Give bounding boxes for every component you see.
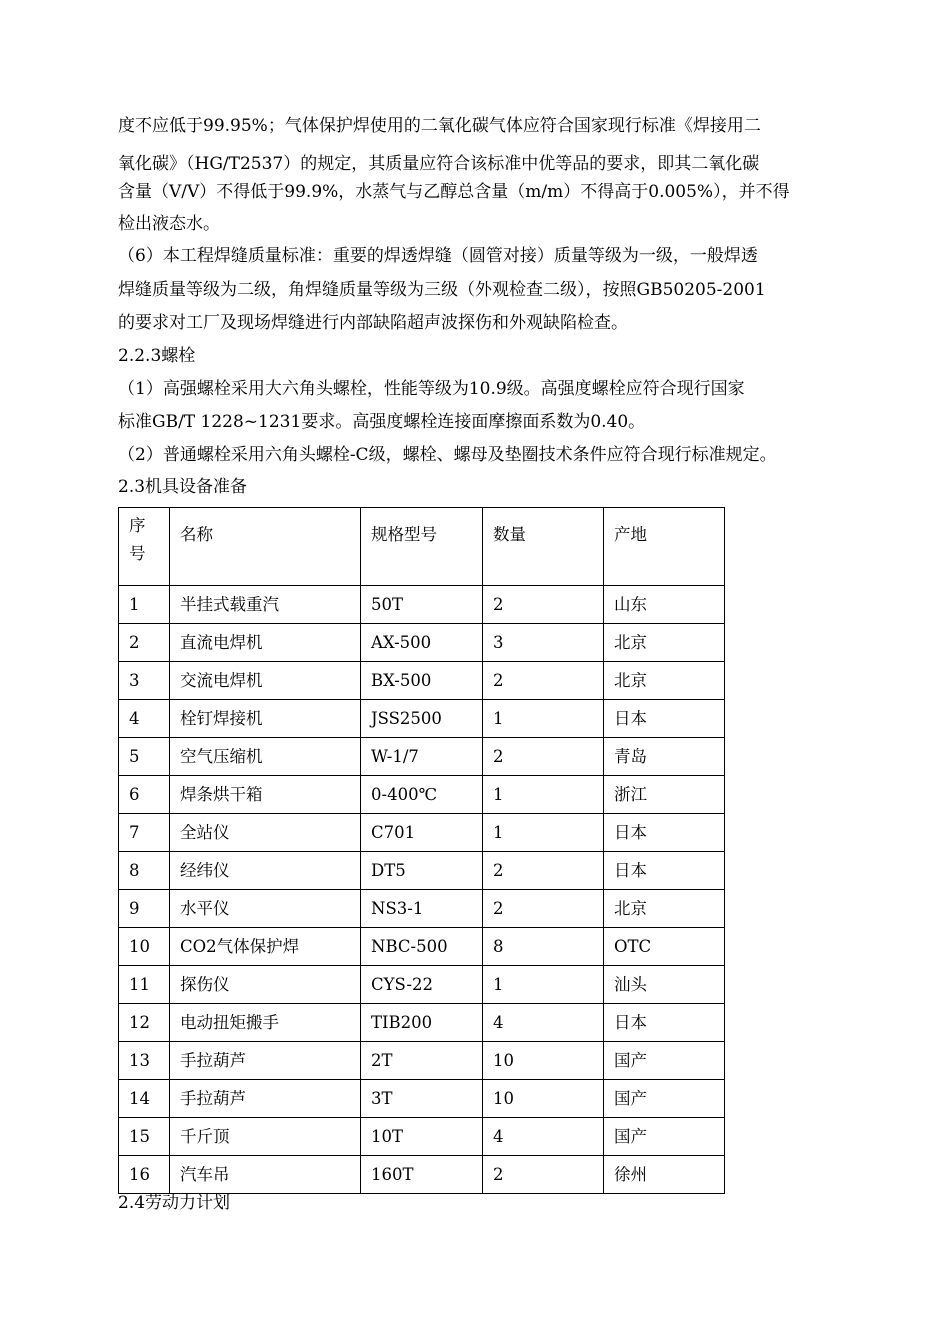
cell-spec: JSS2500: [361, 700, 483, 738]
cell-origin: 北京: [604, 662, 725, 700]
section-heading: 2.2.3螺栓: [118, 346, 196, 366]
table-row: [119, 700, 725, 738]
cell-origin: 浙江: [604, 776, 725, 814]
cell-name: 焊条烘干箱: [170, 776, 361, 814]
cell-name: 栓钉焊接机: [170, 700, 361, 738]
cell-name: 交流电焊机: [170, 662, 361, 700]
cell-origin: 日本: [604, 1004, 725, 1042]
cell-seq: 7: [119, 814, 170, 852]
cell-origin: 山东: [604, 586, 725, 624]
cell-name: 水平仪: [170, 890, 361, 928]
paragraph-line: 含量（V/V）不得低于99.9%，水蒸气与乙醇总含量（m/m）不得高于0.005%），并不得: [118, 182, 790, 202]
cell-seq: 5: [119, 738, 170, 776]
cell-name: 探伤仪: [170, 966, 361, 1004]
cell-spec: NS3-1: [361, 890, 483, 928]
cell-origin: 国产: [604, 1080, 725, 1118]
paragraph-line: （1）高强螺栓采用大六角头螺栓，性能等级为10.9级。高强度螺栓应符合现行国家: [118, 379, 745, 399]
cell-seq: 6: [119, 776, 170, 814]
cell-name: 手拉葫芦: [170, 1080, 361, 1118]
cell-spec: CYS-22: [361, 966, 483, 1004]
paragraph-line: 的要求对工厂及现场焊缝进行内部缺陷超声波探伤和外观缺陷检查。: [118, 313, 628, 333]
cell-name: 手拉葫芦: [170, 1042, 361, 1080]
paragraph-line: 标准GB/T 1228~1231要求。高强度螺栓连接面摩擦面系数为0.40。: [118, 412, 646, 432]
cell-origin: 日本: [604, 700, 725, 738]
cell-qty: 2: [483, 586, 604, 624]
header-seq: [119, 508, 170, 586]
cell-qty: 1: [483, 814, 604, 852]
cell-origin: 国产: [604, 1042, 725, 1080]
cell-qty: 4: [483, 1118, 604, 1156]
cell-qty: 1: [483, 966, 604, 1004]
cell-seq: 12: [119, 1004, 170, 1042]
paragraph-line: （2）普通螺栓采用六角头螺栓-C级，螺栓、螺母及垫圈技术条件应符合现行标准规定。: [118, 445, 777, 465]
cell-seq: 2: [119, 624, 170, 662]
cell-origin: 汕头: [604, 966, 725, 1004]
header-seq-line1: 序: [129, 516, 146, 535]
cell-spec: DT5: [361, 852, 483, 890]
table-row: [119, 586, 725, 624]
table-row: [119, 1042, 725, 1080]
equipment-table: [118, 507, 725, 1194]
table-row: [119, 928, 725, 966]
paragraph-line: 氧化碳》（HG/T2537）的规定，其质量应符合该标准中优等品的要求，即其二氧化碳: [118, 154, 760, 174]
cell-qty: 10: [483, 1080, 604, 1118]
cell-qty: 2: [483, 662, 604, 700]
cell-spec: NBC-500: [361, 928, 483, 966]
cell-qty: 3: [483, 624, 604, 662]
cell-name: CO2气体保护焊: [170, 928, 361, 966]
table-row: [119, 738, 725, 776]
cell-seq: 14: [119, 1080, 170, 1118]
cell-seq: 3: [119, 662, 170, 700]
cell-seq: 15: [119, 1118, 170, 1156]
cell-name: 全站仪: [170, 814, 361, 852]
cell-origin: 日本: [604, 852, 725, 890]
paragraph-line: 焊缝质量等级为二级，角焊缝质量等级为三级（外观检查二级），按照GB50205-2001: [118, 280, 766, 300]
header-origin: 产地: [604, 508, 725, 586]
cell-spec: 2T: [361, 1042, 483, 1080]
table-row: [119, 966, 725, 1004]
cell-spec: AX-500: [361, 624, 483, 662]
cell-spec: 3T: [361, 1080, 483, 1118]
header-qty: 数量: [483, 508, 604, 586]
cell-seq: 16: [119, 1156, 170, 1194]
cell-qty: 2: [483, 1156, 604, 1194]
cell-seq: 9: [119, 890, 170, 928]
cell-qty: 1: [483, 776, 604, 814]
cell-seq: 11: [119, 966, 170, 1004]
cell-origin: OTC: [604, 928, 725, 966]
cell-name: 半挂式载重汽: [170, 586, 361, 624]
cell-seq: 13: [119, 1042, 170, 1080]
cell-spec: 10T: [361, 1118, 483, 1156]
cell-qty: 8: [483, 928, 604, 966]
cell-name: 千斤顶: [170, 1118, 361, 1156]
cell-name: 直流电焊机: [170, 624, 361, 662]
cell-seq: 1: [119, 586, 170, 624]
cell-qty: 2: [483, 738, 604, 776]
header-name: 名称: [170, 508, 361, 586]
cell-qty: 4: [483, 1004, 604, 1042]
cell-spec: W-1/7: [361, 738, 483, 776]
cell-origin: 日本: [604, 814, 725, 852]
cell-spec: 160T: [361, 1156, 483, 1194]
paragraph-line: 度不应低于99.95%；气体保护焊使用的二氧化碳气体应符合国家现行标准《焊接用二: [118, 116, 761, 136]
cell-seq: 4: [119, 700, 170, 738]
cell-spec: BX-500: [361, 662, 483, 700]
cell-name: 汽车吊: [170, 1156, 361, 1194]
header-spec: 规格型号: [361, 508, 483, 586]
table-row: [119, 852, 725, 890]
cell-origin: 北京: [604, 890, 725, 928]
table-row: [119, 814, 725, 852]
cell-spec: C701: [361, 814, 483, 852]
table-header-row: [119, 508, 725, 586]
cell-seq: 10: [119, 928, 170, 966]
table-row: [119, 1156, 725, 1194]
table-row: [119, 662, 725, 700]
cell-origin: 北京: [604, 624, 725, 662]
cell-spec: 0-400℃: [361, 776, 483, 814]
cell-spec: TIB200: [361, 1004, 483, 1042]
cell-spec: 50T: [361, 586, 483, 624]
table-row: [119, 624, 725, 662]
cell-name: 经纬仪: [170, 852, 361, 890]
cell-origin: 青岛: [604, 738, 725, 776]
header-seq-line2: 号: [129, 544, 146, 563]
table-row: [119, 1080, 725, 1118]
table-row: [119, 1004, 725, 1042]
paragraph-line: （6）本工程焊缝质量标准：重要的焊透焊缝（圆管对接）质量等级为一级，一般焊透: [118, 246, 758, 266]
cell-origin: 国产: [604, 1118, 725, 1156]
section-heading: 2.3机具设备准备: [118, 477, 248, 497]
paragraph-line: 检出液态水。: [118, 214, 220, 234]
cell-name: 空气压缩机: [170, 738, 361, 776]
section-heading: 2.4劳动力计划: [118, 1193, 231, 1213]
cell-origin: 徐州: [604, 1156, 725, 1194]
table-row: [119, 1118, 725, 1156]
table-row: [119, 776, 725, 814]
table-row: [119, 890, 725, 928]
cell-qty: 2: [483, 852, 604, 890]
cell-name: 电动扭矩搬手: [170, 1004, 361, 1042]
cell-qty: 2: [483, 890, 604, 928]
cell-qty: 1: [483, 700, 604, 738]
cell-qty: 10: [483, 1042, 604, 1080]
cell-seq: 8: [119, 852, 170, 890]
